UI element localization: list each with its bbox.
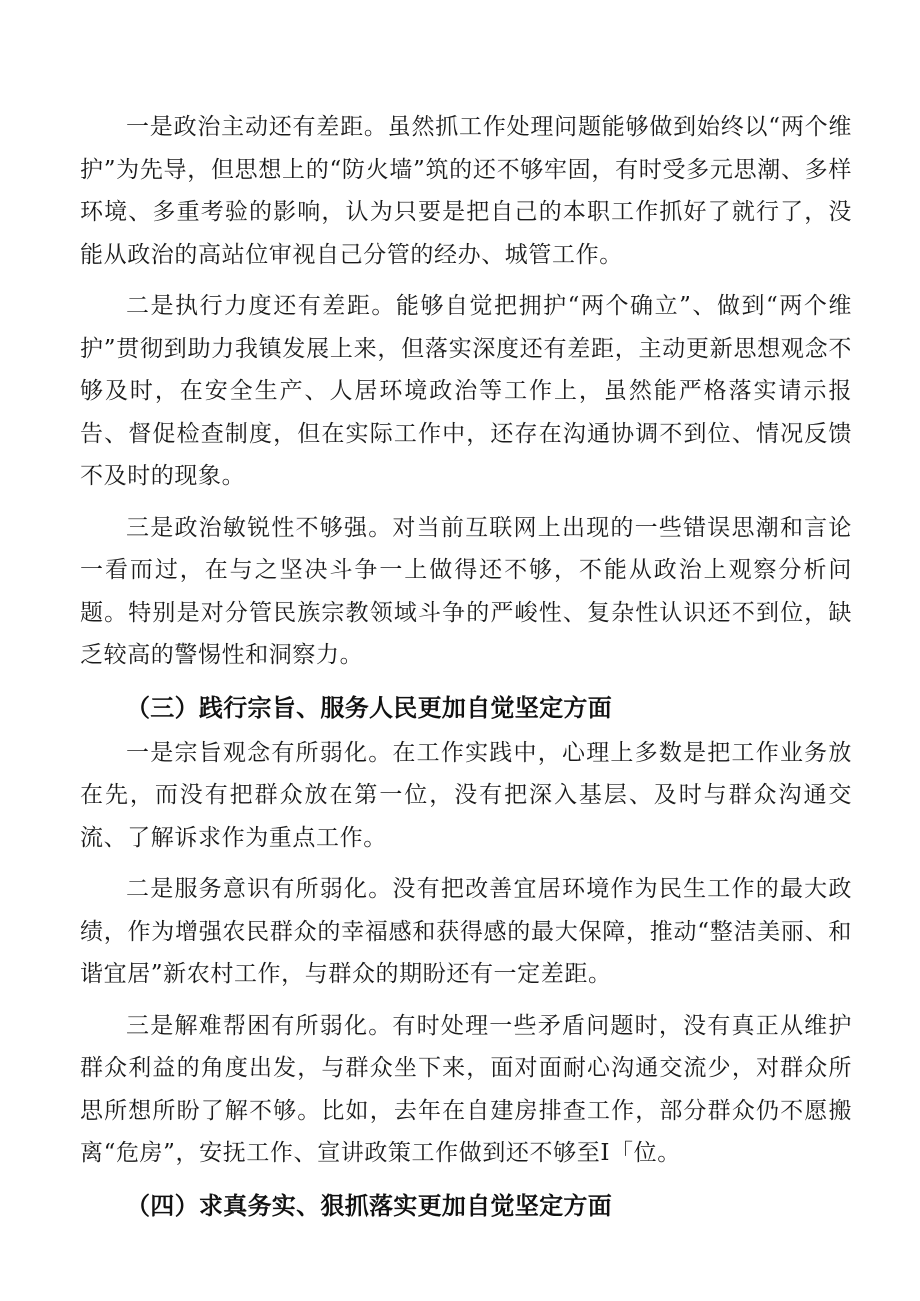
section-heading-3: （三）践行宗旨、服务人民更加自觉坚定方面 [126,693,612,722]
paragraph-purpose-concept: 一是宗旨观念有所弱化。在工作实践中，心理上多数是把工作业务放在先，而没有把群众放在第一位，没有把深入基层、及时与群众沟通交流、了解诉求作为重点工作。 [80,739,852,851]
paragraph-political-initiative: 一是政治主动还有差距。虽然抓工作处理问题能够做到始终以“两个维护”为先导，但思想上的“防火墙”筑的还不够牢固，有时受多元思潮、多样环境、多重考验的影响，认为只要是把自己的本职工作抓好了就行了，没能从政治的高站位审视自己分管的经办、城管工作。 [80,114,852,268]
paragraph-execution-strength: 二是执行力度还有差距。能够自觉把拥护“两个确立”、做到“两个维护”贯彻到助力我镇发展上来，但落实深度还有差距，主动更新思想观念不够及时，在安全生产、人居环境政治等工作上，虽然能严格落实请示报告、督促检查制度，但在实际工作中，还存在沟通协调不到位、情况反馈不及时的现象。 [80,293,852,489]
paragraph-problem-solving: 三是解难帮困有所弱化。有时处理一些矛盾问题时，没有真正从维护群众利益的角度出发，与群众坐下来，面对面耐心沟通交流少，对群众所思所想所盼了解不够。比如，去年在自建房排查工作，部分群众仍不愿搬离“危房”，安抚工作、宣讲政策工作做到还不够至I「位。 [80,1012,852,1166]
section-heading-4: （四）求真务实、狠抓落实更加自觉坚定方面 [126,1191,612,1220]
paragraph-political-sensitivity: 三是政治敏锐性不够强。对当前互联网上出现的一些错误思潮和言论一看而过，在与之坚决斗争一上做得还不够，不能从政治上观察分析问题。特别是对分管民族宗教领域斗争的严峻性、复杂性认识还不到位，缺乏较高的警惕性和洞察力。 [80,514,852,668]
document-body [80,106,852,1230]
paragraph-service-awareness: 二是服务意识有所弱化。没有把改善宜居环境作为民生工作的最大政绩，作为增强农民群众的幸福感和获得感的最大保障，推动“整洁美丽、和谐宜居”新农村工作，与群众的期盼还有一定差距。 [80,876,852,987]
